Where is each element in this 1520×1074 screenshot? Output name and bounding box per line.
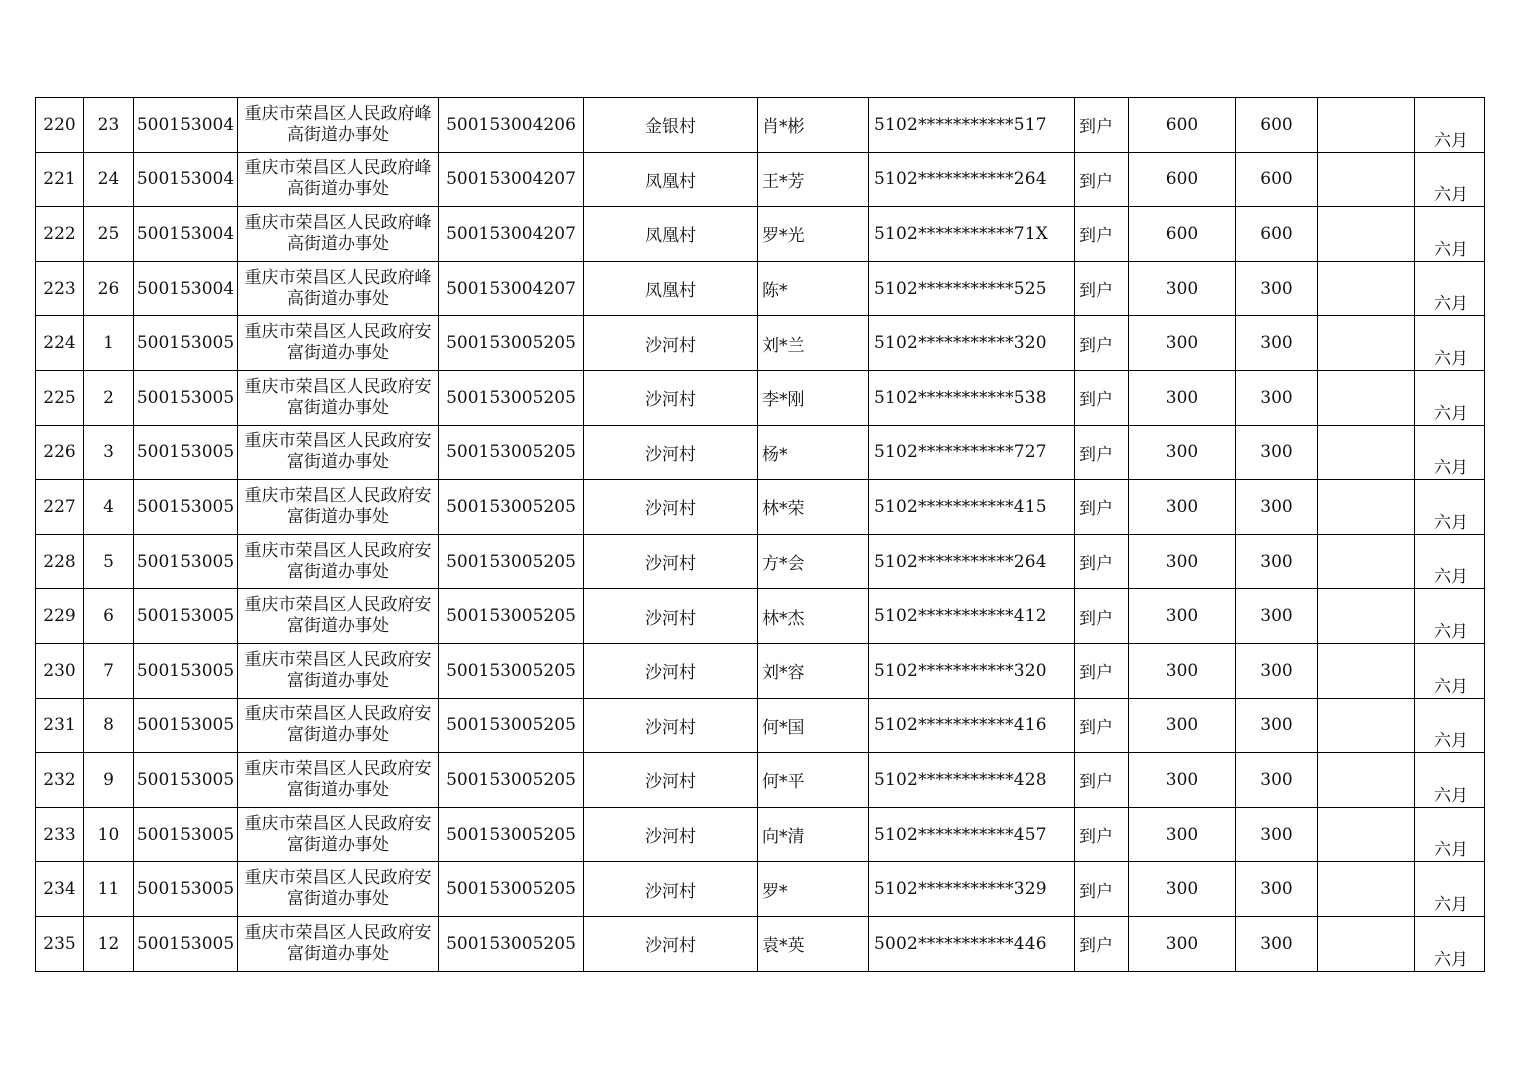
cell-id-number: 5002***********446	[869, 916, 1075, 971]
cell-seq: 220	[36, 98, 84, 153]
cell-seq: 227	[36, 480, 84, 535]
cell-village-code: 500153005205	[439, 534, 584, 589]
cell-sub-seq: 26	[84, 261, 134, 316]
cell-village: 沙河村	[584, 370, 758, 425]
cell-month: 六月	[1415, 753, 1485, 808]
cell-seq: 231	[36, 698, 84, 753]
cell-id-number: 5102***********457	[869, 807, 1075, 862]
cell-id-number: 5102***********71X	[869, 207, 1075, 262]
cell-id-number: 5102***********727	[869, 425, 1075, 480]
cell-amount-2: 600	[1236, 207, 1318, 262]
cell-name: 林*杰	[758, 589, 869, 644]
cell-amount-2: 300	[1236, 480, 1318, 535]
cell-seq: 234	[36, 862, 84, 917]
cell-village: 沙河村	[584, 480, 758, 535]
cell-amount-1: 300	[1129, 425, 1236, 480]
cell-sub-seq: 2	[84, 370, 134, 425]
cell-seq: 225	[36, 370, 84, 425]
cell-unit: 重庆市荣昌区人民政府安富街道办事处	[238, 643, 439, 698]
cell-name: 林*荣	[758, 480, 869, 535]
cell-unit: 重庆市荣昌区人民政府安富街道办事处	[238, 480, 439, 535]
cell-town-code: 500153004	[134, 261, 238, 316]
cell-amount-1: 300	[1129, 753, 1236, 808]
cell-village-code: 500153005205	[439, 807, 584, 862]
cell-amount-2: 300	[1236, 753, 1318, 808]
cell-id-number: 5102***********415	[869, 480, 1075, 535]
cell-type: 到户	[1075, 207, 1129, 262]
cell-unit: 重庆市荣昌区人民政府安富街道办事处	[238, 370, 439, 425]
cell-village-code: 500153005205	[439, 916, 584, 971]
cell-unit: 重庆市荣昌区人民政府峰高街道办事处	[238, 98, 439, 153]
cell-note	[1318, 425, 1415, 480]
cell-amount-2: 300	[1236, 425, 1318, 480]
cell-village-code: 500153004207	[439, 261, 584, 316]
table-row	[36, 698, 1485, 753]
cell-name: 罗*光	[758, 207, 869, 262]
cell-village: 沙河村	[584, 916, 758, 971]
cell-id-number: 5102***********329	[869, 862, 1075, 917]
cell-seq: 223	[36, 261, 84, 316]
cell-village: 凤凰村	[584, 152, 758, 207]
cell-type: 到户	[1075, 425, 1129, 480]
cell-town-code: 500153005	[134, 862, 238, 917]
cell-seq: 232	[36, 753, 84, 808]
cell-village: 沙河村	[584, 425, 758, 480]
cell-amount-1: 600	[1129, 152, 1236, 207]
cell-town-code: 500153005	[134, 480, 238, 535]
cell-sub-seq: 7	[84, 643, 134, 698]
cell-month: 六月	[1415, 534, 1485, 589]
cell-name: 刘*兰	[758, 316, 869, 371]
cell-type: 到户	[1075, 534, 1129, 589]
cell-village-code: 500153005205	[439, 698, 584, 753]
cell-village: 凤凰村	[584, 207, 758, 262]
cell-town-code: 500153005	[134, 425, 238, 480]
cell-note	[1318, 98, 1415, 153]
cell-town-code: 500153005	[134, 916, 238, 971]
cell-month: 六月	[1415, 152, 1485, 207]
cell-village-code: 500153005205	[439, 370, 584, 425]
cell-sub-seq: 25	[84, 207, 134, 262]
cell-name: 袁*英	[758, 916, 869, 971]
cell-month: 六月	[1415, 698, 1485, 753]
cell-seq: 230	[36, 643, 84, 698]
cell-amount-2: 300	[1236, 862, 1318, 917]
cell-id-number: 5102***********416	[869, 698, 1075, 753]
cell-sub-seq: 6	[84, 589, 134, 644]
cell-unit: 重庆市荣昌区人民政府安富街道办事处	[238, 753, 439, 808]
cell-type: 到户	[1075, 643, 1129, 698]
cell-amount-1: 300	[1129, 862, 1236, 917]
cell-id-number: 5102***********412	[869, 589, 1075, 644]
cell-village: 沙河村	[584, 643, 758, 698]
cell-town-code: 500153004	[134, 152, 238, 207]
cell-amount-2: 300	[1236, 698, 1318, 753]
cell-month: 六月	[1415, 370, 1485, 425]
cell-sub-seq: 23	[84, 98, 134, 153]
cell-unit: 重庆市荣昌区人民政府峰高街道办事处	[238, 261, 439, 316]
cell-name: 杨*	[758, 425, 869, 480]
cell-note	[1318, 370, 1415, 425]
cell-village-code: 500153005205	[439, 862, 584, 917]
cell-id-number: 5102***********264	[869, 152, 1075, 207]
cell-month: 六月	[1415, 916, 1485, 971]
cell-name: 向*清	[758, 807, 869, 862]
cell-month: 六月	[1415, 316, 1485, 371]
cell-note	[1318, 698, 1415, 753]
cell-town-code: 500153004	[134, 207, 238, 262]
cell-amount-2: 300	[1236, 316, 1318, 371]
cell-amount-1: 300	[1129, 316, 1236, 371]
cell-unit: 重庆市荣昌区人民政府安富街道办事处	[238, 316, 439, 371]
cell-id-number: 5102***********538	[869, 370, 1075, 425]
cell-type: 到户	[1075, 480, 1129, 535]
cell-type: 到户	[1075, 370, 1129, 425]
cell-id-number: 5102***********320	[869, 316, 1075, 371]
table-row	[36, 98, 1485, 153]
cell-village: 金银村	[584, 98, 758, 153]
cell-amount-1: 300	[1129, 261, 1236, 316]
cell-village-code: 500153005205	[439, 753, 584, 808]
cell-month: 六月	[1415, 98, 1485, 153]
cell-village-code: 500153005205	[439, 589, 584, 644]
cell-amount-1: 300	[1129, 643, 1236, 698]
cell-name: 肖*彬	[758, 98, 869, 153]
cell-amount-2: 300	[1236, 643, 1318, 698]
cell-month: 六月	[1415, 480, 1485, 535]
cell-sub-seq: 9	[84, 753, 134, 808]
cell-month: 六月	[1415, 807, 1485, 862]
cell-unit: 重庆市荣昌区人民政府安富街道办事处	[238, 589, 439, 644]
table-row	[36, 480, 1485, 535]
cell-amount-2: 300	[1236, 534, 1318, 589]
cell-month: 六月	[1415, 207, 1485, 262]
cell-amount-1: 300	[1129, 480, 1236, 535]
cell-sub-seq: 3	[84, 425, 134, 480]
cell-seq: 221	[36, 152, 84, 207]
cell-unit: 重庆市荣昌区人民政府峰高街道办事处	[238, 152, 439, 207]
cell-village-code: 500153004207	[439, 152, 584, 207]
cell-type: 到户	[1075, 261, 1129, 316]
cell-type: 到户	[1075, 589, 1129, 644]
cell-month: 六月	[1415, 643, 1485, 698]
cell-month: 六月	[1415, 425, 1485, 480]
cell-note	[1318, 261, 1415, 316]
cell-type: 到户	[1075, 316, 1129, 371]
cell-note	[1318, 589, 1415, 644]
cell-unit: 重庆市荣昌区人民政府安富街道办事处	[238, 425, 439, 480]
table-body	[36, 98, 1485, 972]
cell-type: 到户	[1075, 807, 1129, 862]
table-row	[36, 807, 1485, 862]
cell-type: 到户	[1075, 698, 1129, 753]
cell-sub-seq: 12	[84, 916, 134, 971]
cell-village-code: 500153004207	[439, 207, 584, 262]
table-row	[36, 534, 1485, 589]
cell-town-code: 500153005	[134, 753, 238, 808]
cell-village: 沙河村	[584, 698, 758, 753]
cell-note	[1318, 862, 1415, 917]
cell-amount-1: 300	[1129, 807, 1236, 862]
cell-village: 沙河村	[584, 807, 758, 862]
cell-id-number: 5102***********517	[869, 98, 1075, 153]
cell-amount-1: 300	[1129, 698, 1236, 753]
cell-amount-2: 300	[1236, 916, 1318, 971]
cell-type: 到户	[1075, 916, 1129, 971]
roster-table	[35, 97, 1485, 972]
cell-name: 何*国	[758, 698, 869, 753]
cell-town-code: 500153005	[134, 589, 238, 644]
cell-note	[1318, 152, 1415, 207]
cell-id-number: 5102***********525	[869, 261, 1075, 316]
cell-sub-seq: 1	[84, 316, 134, 371]
cell-sub-seq: 5	[84, 534, 134, 589]
cell-seq: 222	[36, 207, 84, 262]
cell-type: 到户	[1075, 152, 1129, 207]
cell-name: 方*会	[758, 534, 869, 589]
cell-month: 六月	[1415, 862, 1485, 917]
cell-village-code: 500153005205	[439, 643, 584, 698]
cell-village-code: 500153005205	[439, 425, 584, 480]
cell-unit: 重庆市荣昌区人民政府安富街道办事处	[238, 534, 439, 589]
cell-type: 到户	[1075, 98, 1129, 153]
cell-amount-2: 300	[1236, 370, 1318, 425]
cell-amount-1: 300	[1129, 534, 1236, 589]
cell-amount-2: 300	[1236, 589, 1318, 644]
cell-amount-2: 600	[1236, 98, 1318, 153]
table-row	[36, 152, 1485, 207]
table-row	[36, 316, 1485, 371]
cell-name: 李*刚	[758, 370, 869, 425]
cell-id-number: 5102***********264	[869, 534, 1075, 589]
cell-town-code: 500153004	[134, 98, 238, 153]
cell-note	[1318, 753, 1415, 808]
cell-unit: 重庆市荣昌区人民政府安富街道办事处	[238, 807, 439, 862]
cell-seq: 235	[36, 916, 84, 971]
cell-amount-2: 300	[1236, 261, 1318, 316]
table-row	[36, 207, 1485, 262]
table-row	[36, 862, 1485, 917]
cell-town-code: 500153005	[134, 316, 238, 371]
table-row	[36, 261, 1485, 316]
cell-village: 沙河村	[584, 753, 758, 808]
cell-amount-2: 600	[1236, 152, 1318, 207]
cell-amount-1: 300	[1129, 370, 1236, 425]
cell-note	[1318, 207, 1415, 262]
table-row	[36, 370, 1485, 425]
cell-name: 罗*	[758, 862, 869, 917]
cell-town-code: 500153005	[134, 534, 238, 589]
cell-town-code: 500153005	[134, 807, 238, 862]
table-row	[36, 643, 1485, 698]
cell-unit: 重庆市荣昌区人民政府安富街道办事处	[238, 862, 439, 917]
cell-note	[1318, 916, 1415, 971]
cell-village-code: 500153005205	[439, 480, 584, 535]
cell-village-code: 500153005205	[439, 316, 584, 371]
cell-unit: 重庆市荣昌区人民政府峰高街道办事处	[238, 207, 439, 262]
cell-seq: 229	[36, 589, 84, 644]
cell-name: 陈*	[758, 261, 869, 316]
cell-unit: 重庆市荣昌区人民政府安富街道办事处	[238, 916, 439, 971]
cell-note	[1318, 643, 1415, 698]
cell-id-number: 5102***********320	[869, 643, 1075, 698]
table-row	[36, 589, 1485, 644]
cell-note	[1318, 534, 1415, 589]
cell-town-code: 500153005	[134, 643, 238, 698]
cell-note	[1318, 480, 1415, 535]
cell-amount-1: 600	[1129, 207, 1236, 262]
table-row	[36, 425, 1485, 480]
cell-note	[1318, 807, 1415, 862]
cell-name: 刘*容	[758, 643, 869, 698]
cell-town-code: 500153005	[134, 370, 238, 425]
cell-amount-2: 300	[1236, 807, 1318, 862]
cell-seq: 226	[36, 425, 84, 480]
cell-type: 到户	[1075, 753, 1129, 808]
cell-village: 凤凰村	[584, 261, 758, 316]
cell-village: 沙河村	[584, 862, 758, 917]
table-row	[36, 916, 1485, 971]
cell-sub-seq: 8	[84, 698, 134, 753]
cell-amount-1: 300	[1129, 589, 1236, 644]
cell-seq: 224	[36, 316, 84, 371]
cell-village: 沙河村	[584, 589, 758, 644]
cell-sub-seq: 11	[84, 862, 134, 917]
cell-note	[1318, 316, 1415, 371]
cell-town-code: 500153005	[134, 698, 238, 753]
cell-amount-1: 600	[1129, 98, 1236, 153]
cell-village-code: 500153004206	[439, 98, 584, 153]
cell-sub-seq: 24	[84, 152, 134, 207]
table-row	[36, 753, 1485, 808]
cell-seq: 233	[36, 807, 84, 862]
cell-month: 六月	[1415, 261, 1485, 316]
cell-unit: 重庆市荣昌区人民政府安富街道办事处	[238, 698, 439, 753]
cell-type: 到户	[1075, 862, 1129, 917]
cell-month: 六月	[1415, 589, 1485, 644]
cell-name: 王*芳	[758, 152, 869, 207]
cell-sub-seq: 4	[84, 480, 134, 535]
cell-seq: 228	[36, 534, 84, 589]
cell-sub-seq: 10	[84, 807, 134, 862]
cell-village: 沙河村	[584, 534, 758, 589]
cell-amount-1: 300	[1129, 916, 1236, 971]
cell-name: 何*平	[758, 753, 869, 808]
cell-village: 沙河村	[584, 316, 758, 371]
cell-id-number: 5102***********428	[869, 753, 1075, 808]
